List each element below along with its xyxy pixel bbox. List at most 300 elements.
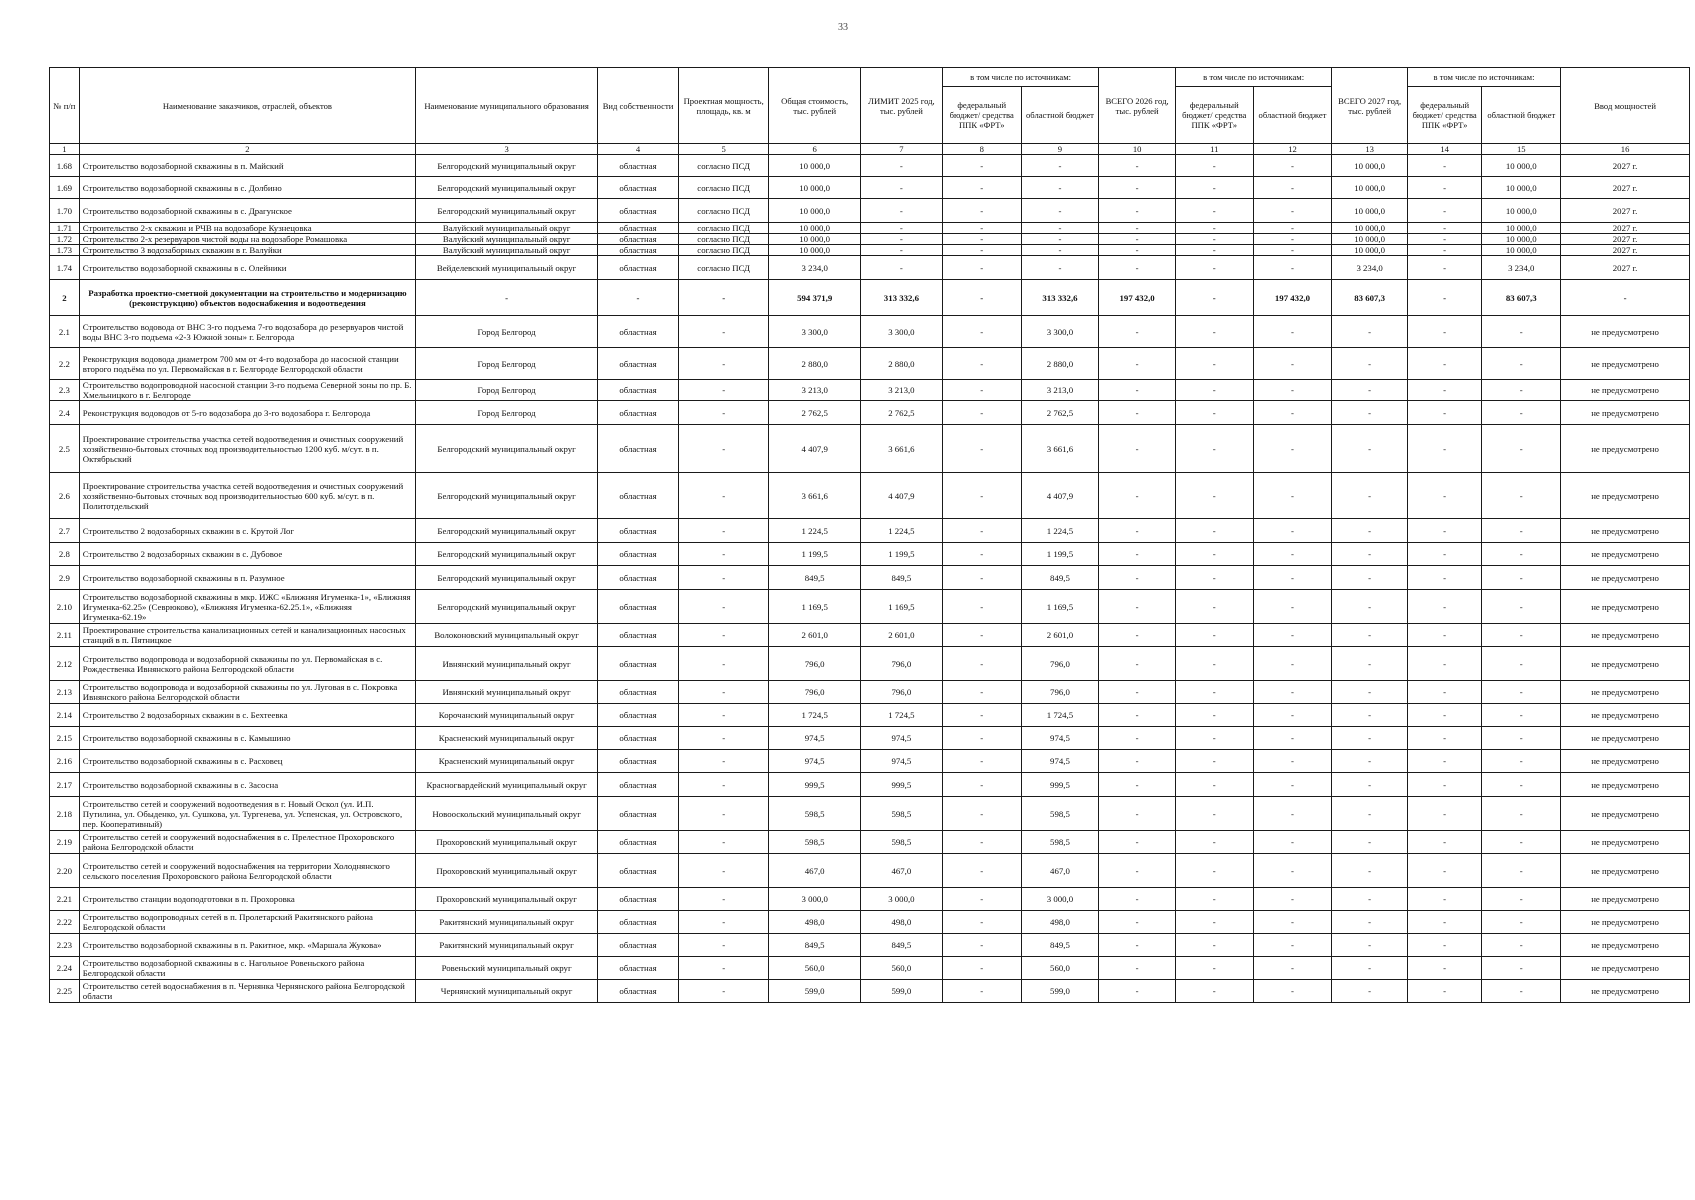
page-number: 33 (838, 22, 848, 33)
design-capacity-cell: - (678, 624, 768, 647)
table-row (50, 934, 1690, 957)
regional-2026-cell: - (1253, 590, 1332, 624)
municipality-name-cell: Ракитянский муниципальный округ (416, 911, 598, 934)
table-row (50, 425, 1690, 473)
total-2026-cell: - (1099, 831, 1176, 854)
federal-2027-cell: - (1407, 316, 1481, 348)
regional-2027-cell: - (1482, 980, 1561, 1003)
federal-2025-cell: - (942, 256, 1021, 280)
total-cost-cell: 999,5 (769, 773, 861, 797)
federal-2027-cell: - (1407, 256, 1481, 280)
object-name-cell: Строительство 3 водозаборных скважин в г. Валуйки (79, 245, 415, 256)
row-number-cell: 2.4 (50, 401, 80, 425)
design-capacity-cell: - (678, 590, 768, 624)
object-name-cell: Строительство водозаборной скважины в п. Ракитное, мкр. «Маршала Жукова» (79, 934, 415, 957)
municipality-name-cell: Ровеньский муниципальный округ (416, 957, 598, 980)
ownership-type-cell: областная (598, 934, 679, 957)
ownership-type-cell: областная (598, 155, 679, 177)
federal-2025-cell: - (942, 566, 1021, 590)
municipality-name-cell: Красненский муниципальный округ (416, 727, 598, 750)
limit-2025-cell: 3 300,0 (860, 316, 942, 348)
limit-2025-cell: 599,0 (860, 980, 942, 1003)
total-2027-cell: - (1332, 566, 1408, 590)
design-capacity-cell: - (678, 473, 768, 519)
regional-2026-cell: - (1253, 980, 1332, 1003)
object-name-cell: Строительство 2-х резервуаров чистой воды на водозаборе Ромашовка (79, 234, 415, 245)
object-name-cell: Строительство сетей и сооружений водоснабжения на территории Холоднянского сельского поселения Прохоровского района Белгородской области (79, 854, 415, 888)
total-2026-cell: - (1099, 590, 1176, 624)
federal-2027-cell: - (1407, 590, 1481, 624)
federal-2025-cell: - (942, 590, 1021, 624)
column-number: 10 (1099, 144, 1176, 155)
federal-2027-cell: - (1407, 704, 1481, 727)
regional-2027-cell: - (1482, 797, 1561, 831)
federal-2025-cell: - (942, 199, 1021, 223)
regional-2025-cell: 4 407,9 (1021, 473, 1099, 519)
limit-2025-cell: - (860, 256, 942, 280)
table-row (50, 177, 1690, 199)
commissioning-cell: не предусмотрено (1561, 831, 1690, 854)
ownership-type-cell: областная (598, 473, 679, 519)
commissioning-cell: не предусмотрено (1561, 566, 1690, 590)
row-number-cell: 2.11 (50, 624, 80, 647)
regional-2025-cell: - (1021, 223, 1099, 234)
regional-2026-cell: - (1253, 750, 1332, 773)
total-cost-cell: 2 601,0 (769, 624, 861, 647)
federal-2026-cell: - (1175, 624, 1253, 647)
regional-2026-cell: - (1253, 177, 1332, 199)
limit-2025-cell: 1 724,5 (860, 704, 942, 727)
row-number-cell: 2.3 (50, 380, 80, 401)
total-2027-cell: - (1332, 727, 1408, 750)
federal-2025-cell: - (942, 750, 1021, 773)
total-2027-cell: 83 607,3 (1332, 280, 1408, 316)
total-cost-cell: 3 213,0 (769, 380, 861, 401)
regional-2025-cell: 974,5 (1021, 727, 1099, 750)
limit-2025-cell: 3 000,0 (860, 888, 942, 911)
limit-2025-cell: 2 601,0 (860, 624, 942, 647)
column-number: 15 (1482, 144, 1561, 155)
object-name-cell: Строительство 2 водозаборных скважин в с. Дубовое (79, 543, 415, 566)
commissioning-cell: не предусмотрено (1561, 590, 1690, 624)
regional-2025-cell: 2 762,5 (1021, 401, 1099, 425)
regional-2026-cell: - (1253, 957, 1332, 980)
limit-2025-cell: 1 224,5 (860, 519, 942, 543)
regional-2027-cell: 10 000,0 (1482, 245, 1561, 256)
row-number-cell: 2.15 (50, 727, 80, 750)
federal-2026-cell: - (1175, 316, 1253, 348)
table-row (50, 316, 1690, 348)
total-2027-cell: - (1332, 647, 1408, 681)
municipality-name-cell: Валуйский муниципальный округ (416, 234, 598, 245)
investment-table (49, 67, 1690, 1003)
column-number: 16 (1561, 144, 1690, 155)
total-2026-cell: - (1099, 234, 1176, 245)
header-federal-2027: федеральный бюджет/ средства ППК «ФРТ» (1407, 87, 1481, 144)
total-cost-cell: 598,5 (769, 831, 861, 854)
federal-2026-cell: - (1175, 854, 1253, 888)
total-cost-cell: 1 169,5 (769, 590, 861, 624)
header-regional-2025: областной бюджет (1021, 87, 1099, 144)
commissioning-cell: не предусмотрено (1561, 519, 1690, 543)
commissioning-cell: не предусмотрено (1561, 473, 1690, 519)
federal-2027-cell: - (1407, 980, 1481, 1003)
limit-2025-cell: 598,5 (860, 797, 942, 831)
federal-2027-cell: - (1407, 624, 1481, 647)
total-cost-cell: 10 000,0 (769, 199, 861, 223)
commissioning-cell: не предусмотрено (1561, 797, 1690, 831)
header-federal-2025: федеральный бюджет/ средства ППК «ФРТ» (942, 87, 1021, 144)
total-2027-cell: - (1332, 624, 1408, 647)
design-capacity-cell: - (678, 980, 768, 1003)
regional-2025-cell: 467,0 (1021, 854, 1099, 888)
limit-2025-cell: 796,0 (860, 647, 942, 681)
commissioning-cell: не предусмотрено (1561, 380, 1690, 401)
table-row (50, 750, 1690, 773)
regional-2025-cell: 796,0 (1021, 647, 1099, 681)
regional-2026-cell: - (1253, 888, 1332, 911)
regional-2025-cell: 598,5 (1021, 797, 1099, 831)
total-2027-cell: 10 000,0 (1332, 223, 1408, 234)
regional-2025-cell: 3 300,0 (1021, 316, 1099, 348)
municipality-name-cell: Вейделевский муниципальный округ (416, 256, 598, 280)
federal-2027-cell: - (1407, 199, 1481, 223)
object-name-cell: Строительство сетей и сооружений водоотведения в г. Новый Оскол (ул. И.П. Путилина, ул. Обыденко, ул. Сушкова, ул. Тургенева, ул. Успенская, ул. Островского, пер. Кооперативный) (79, 797, 415, 831)
row-number-cell: 2.17 (50, 773, 80, 797)
commissioning-cell: не предусмотрено (1561, 750, 1690, 773)
municipality-name-cell: Ивнянский муниципальный округ (416, 681, 598, 704)
object-name-cell: Строительство водовода от ВНС 3-го подъема 7-го водозабора до резервуаров чистой воды ВНС 3-го подъема «2-3 Южной зоны» г. Белгорода (79, 316, 415, 348)
federal-2027-cell: - (1407, 934, 1481, 957)
regional-2025-cell: 1 224,5 (1021, 519, 1099, 543)
table-row (50, 543, 1690, 566)
column-number: 14 (1407, 144, 1481, 155)
regional-2026-cell: - (1253, 425, 1332, 473)
commissioning-cell: не предусмотрено (1561, 316, 1690, 348)
total-2026-cell: - (1099, 854, 1176, 888)
municipality-name-cell: Прохоровский муниципальный округ (416, 888, 598, 911)
ownership-type-cell: областная (598, 911, 679, 934)
municipality-name-cell: Белгородский муниципальный округ (416, 155, 598, 177)
ownership-type-cell: областная (598, 256, 679, 280)
total-2027-cell: - (1332, 854, 1408, 888)
design-capacity-cell: - (678, 934, 768, 957)
total-2026-cell: - (1099, 797, 1176, 831)
row-number-cell: 2 (50, 280, 80, 316)
row-number-cell: 1.73 (50, 245, 80, 256)
design-capacity-cell: - (678, 401, 768, 425)
table-row (50, 980, 1690, 1003)
regional-2027-cell: 10 000,0 (1482, 234, 1561, 245)
column-numbers-row (50, 144, 1690, 155)
table-row (50, 957, 1690, 980)
federal-2025-cell: - (942, 831, 1021, 854)
federal-2026-cell: - (1175, 727, 1253, 750)
design-capacity-cell: согласно ПСД (678, 245, 768, 256)
municipality-name-cell: Белгородский муниципальный округ (416, 519, 598, 543)
row-number-cell: 2.6 (50, 473, 80, 519)
regional-2025-cell: 3 213,0 (1021, 380, 1099, 401)
municipality-name-cell: Красненский муниципальный округ (416, 750, 598, 773)
federal-2027-cell: - (1407, 854, 1481, 888)
municipality-name-cell: Белгородский муниципальный округ (416, 425, 598, 473)
object-name-cell: Строительство водозаборной скважины в п. Разумное (79, 566, 415, 590)
regional-2026-cell: - (1253, 519, 1332, 543)
row-number-cell: 2.23 (50, 934, 80, 957)
regional-2026-cell: - (1253, 566, 1332, 590)
total-2027-cell: - (1332, 797, 1408, 831)
commissioning-cell: не предусмотрено (1561, 911, 1690, 934)
row-number-cell: 2.1 (50, 316, 80, 348)
table-row (50, 223, 1690, 234)
regional-2027-cell: 10 000,0 (1482, 223, 1561, 234)
column-number: 5 (678, 144, 768, 155)
object-name-cell: Строительство водозаборной скважины в с. Олейники (79, 256, 415, 280)
regional-2027-cell: 83 607,3 (1482, 280, 1561, 316)
total-2026-cell: - (1099, 934, 1176, 957)
design-capacity-cell: - (678, 750, 768, 773)
object-name-cell: Строительство 2 водозаборных скважин в с. Бехтеевка (79, 704, 415, 727)
total-2027-cell: 10 000,0 (1332, 177, 1408, 199)
commissioning-cell: 2027 г. (1561, 256, 1690, 280)
total-2026-cell: - (1099, 519, 1176, 543)
object-name-cell: Строительство 2-х скважин и РЧВ на водозаборе Кузнецовка (79, 223, 415, 234)
municipality-name-cell: Белгородский муниципальный округ (416, 543, 598, 566)
federal-2025-cell: - (942, 155, 1021, 177)
regional-2027-cell: - (1482, 401, 1561, 425)
federal-2026-cell: - (1175, 750, 1253, 773)
limit-2025-cell: 467,0 (860, 854, 942, 888)
ownership-type-cell: областная (598, 831, 679, 854)
row-number-cell: 2.24 (50, 957, 80, 980)
federal-2026-cell: - (1175, 831, 1253, 854)
federal-2025-cell: - (942, 223, 1021, 234)
total-2027-cell: - (1332, 911, 1408, 934)
municipality-name-cell: Ракитянский муниципальный округ (416, 934, 598, 957)
federal-2025-cell: - (942, 348, 1021, 380)
header-total-cost: Общая стоимость, тыс. рублей (769, 68, 861, 144)
municipality-name-cell: Город Белгород (416, 316, 598, 348)
table-row (50, 647, 1690, 681)
federal-2026-cell: - (1175, 704, 1253, 727)
total-cost-cell: 4 407,9 (769, 425, 861, 473)
ownership-type-cell: областная (598, 566, 679, 590)
federal-2025-cell: - (942, 519, 1021, 543)
total-2027-cell: - (1332, 750, 1408, 773)
limit-2025-cell: - (860, 245, 942, 256)
header-total-2027: ВСЕГО 2027 год, тыс. рублей (1332, 68, 1408, 144)
regional-2025-cell: 2 880,0 (1021, 348, 1099, 380)
table-body (50, 155, 1690, 1003)
regional-2025-cell: - (1021, 177, 1099, 199)
regional-2026-cell: - (1253, 155, 1332, 177)
table-row (50, 234, 1690, 245)
row-number-cell: 2.13 (50, 681, 80, 704)
design-capacity-cell: - (678, 831, 768, 854)
municipality-name-cell: Прохоровский муниципальный округ (416, 831, 598, 854)
total-2026-cell: - (1099, 888, 1176, 911)
regional-2025-cell: 849,5 (1021, 934, 1099, 957)
regional-2026-cell: - (1253, 773, 1332, 797)
table-row (50, 245, 1690, 256)
table-row (50, 773, 1690, 797)
total-2026-cell: - (1099, 980, 1176, 1003)
total-cost-cell: 10 000,0 (769, 245, 861, 256)
municipality-name-cell: Волоконовский муниципальный округ (416, 624, 598, 647)
total-cost-cell: 10 000,0 (769, 177, 861, 199)
table-header (50, 68, 1690, 155)
design-capacity-cell: - (678, 316, 768, 348)
regional-2026-cell: - (1253, 647, 1332, 681)
total-cost-cell: 796,0 (769, 681, 861, 704)
regional-2026-cell: 197 432,0 (1253, 280, 1332, 316)
design-capacity-cell: - (678, 543, 768, 566)
ownership-type-cell: областная (598, 797, 679, 831)
federal-2026-cell: - (1175, 155, 1253, 177)
municipality-name-cell: Город Белгород (416, 401, 598, 425)
total-2026-cell: - (1099, 425, 1176, 473)
federal-2026-cell: - (1175, 980, 1253, 1003)
regional-2025-cell: 3 661,6 (1021, 425, 1099, 473)
total-2027-cell: - (1332, 543, 1408, 566)
total-cost-cell: 598,5 (769, 797, 861, 831)
total-2026-cell: - (1099, 380, 1176, 401)
row-number-cell: 2.21 (50, 888, 80, 911)
regional-2025-cell: - (1021, 155, 1099, 177)
ownership-type-cell: областная (598, 234, 679, 245)
federal-2026-cell: - (1175, 177, 1253, 199)
federal-2026-cell: - (1175, 647, 1253, 681)
regional-2027-cell: - (1482, 911, 1561, 934)
object-name-cell: Строительство водозаборной скважины в с. Расховец (79, 750, 415, 773)
limit-2025-cell: 313 332,6 (860, 280, 942, 316)
commissioning-cell: не предусмотрено (1561, 888, 1690, 911)
regional-2025-cell: 999,5 (1021, 773, 1099, 797)
federal-2026-cell: - (1175, 234, 1253, 245)
limit-2025-cell: 2 880,0 (860, 348, 942, 380)
total-2027-cell: - (1332, 380, 1408, 401)
commissioning-cell: 2027 г. (1561, 245, 1690, 256)
regional-2026-cell: - (1253, 911, 1332, 934)
regional-2026-cell: - (1253, 223, 1332, 234)
limit-2025-cell: 598,5 (860, 831, 942, 854)
federal-2025-cell: - (942, 797, 1021, 831)
commissioning-cell: 2027 г. (1561, 177, 1690, 199)
ownership-type-cell: областная (598, 957, 679, 980)
limit-2025-cell: - (860, 155, 942, 177)
federal-2026-cell: - (1175, 957, 1253, 980)
ownership-type-cell: областная (598, 245, 679, 256)
municipality-name-cell: Белгородский муниципальный округ (416, 199, 598, 223)
header-regional-2026: областной бюджет (1253, 87, 1332, 144)
table-row (50, 473, 1690, 519)
federal-2027-cell: - (1407, 773, 1481, 797)
federal-2025-cell: - (942, 957, 1021, 980)
design-capacity-cell: - (678, 797, 768, 831)
total-2026-cell: - (1099, 911, 1176, 934)
header-regional-2027: областной бюджет (1482, 87, 1561, 144)
regional-2027-cell: - (1482, 473, 1561, 519)
regional-2027-cell: - (1482, 624, 1561, 647)
federal-2027-cell: - (1407, 380, 1481, 401)
commissioning-cell: не предусмотрено (1561, 980, 1690, 1003)
ownership-type-cell: областная (598, 854, 679, 888)
limit-2025-cell: 849,5 (860, 934, 942, 957)
total-cost-cell: 1 224,5 (769, 519, 861, 543)
design-capacity-cell: согласно ПСД (678, 199, 768, 223)
regional-2026-cell: - (1253, 245, 1332, 256)
table-row (50, 155, 1690, 177)
federal-2027-cell: - (1407, 177, 1481, 199)
limit-2025-cell: - (860, 223, 942, 234)
federal-2026-cell: - (1175, 280, 1253, 316)
regional-2026-cell: - (1253, 624, 1332, 647)
total-2027-cell: 10 000,0 (1332, 199, 1408, 223)
total-2027-cell: 3 234,0 (1332, 256, 1408, 280)
limit-2025-cell: 1 169,5 (860, 590, 942, 624)
row-number-cell: 2.7 (50, 519, 80, 543)
total-2027-cell: 10 000,0 (1332, 234, 1408, 245)
total-2026-cell: - (1099, 727, 1176, 750)
ownership-type-cell: областная (598, 773, 679, 797)
municipality-name-cell: Красногвардейский муниципальный округ (416, 773, 598, 797)
table-row (50, 348, 1690, 380)
design-capacity-cell: - (678, 280, 768, 316)
regional-2026-cell: - (1253, 380, 1332, 401)
municipality-name-cell: Прохоровский муниципальный округ (416, 854, 598, 888)
municipality-name-cell: Белгородский муниципальный округ (416, 566, 598, 590)
regional-2026-cell: - (1253, 348, 1332, 380)
federal-2025-cell: - (942, 624, 1021, 647)
header-name: Наименование заказчиков, отраслей, объектов (79, 68, 415, 144)
commissioning-cell: не предусмотрено (1561, 425, 1690, 473)
federal-2027-cell: - (1407, 401, 1481, 425)
federal-2025-cell: - (942, 316, 1021, 348)
regional-2025-cell: 599,0 (1021, 980, 1099, 1003)
regional-2026-cell: - (1253, 199, 1332, 223)
federal-2027-cell: - (1407, 155, 1481, 177)
design-capacity-cell: согласно ПСД (678, 155, 768, 177)
regional-2025-cell: 1 724,5 (1021, 704, 1099, 727)
object-name-cell: Строительство водозаборной скважины в с. Нагольное Ровеньского района Белгородской области (79, 957, 415, 980)
column-number: 6 (769, 144, 861, 155)
regional-2027-cell: - (1482, 854, 1561, 888)
total-2026-cell: - (1099, 473, 1176, 519)
ownership-type-cell: областная (598, 888, 679, 911)
federal-2026-cell: - (1175, 934, 1253, 957)
federal-2027-cell: - (1407, 911, 1481, 934)
regional-2025-cell: 498,0 (1021, 911, 1099, 934)
total-cost-cell: 974,5 (769, 727, 861, 750)
regional-2027-cell: - (1482, 773, 1561, 797)
federal-2026-cell: - (1175, 256, 1253, 280)
regional-2025-cell: 974,5 (1021, 750, 1099, 773)
regional-2025-cell: 849,5 (1021, 566, 1099, 590)
total-2026-cell: - (1099, 256, 1176, 280)
total-2026-cell: - (1099, 316, 1176, 348)
commissioning-cell: 2027 г. (1561, 155, 1690, 177)
ownership-type-cell: областная (598, 647, 679, 681)
total-cost-cell: 498,0 (769, 911, 861, 934)
regional-2025-cell: - (1021, 199, 1099, 223)
federal-2027-cell: - (1407, 280, 1481, 316)
row-number-cell: 2.5 (50, 425, 80, 473)
total-2026-cell: - (1099, 245, 1176, 256)
total-cost-cell: 3 661,6 (769, 473, 861, 519)
regional-2027-cell: - (1482, 888, 1561, 911)
federal-2027-cell: - (1407, 234, 1481, 245)
row-number-cell: 2.18 (50, 797, 80, 831)
